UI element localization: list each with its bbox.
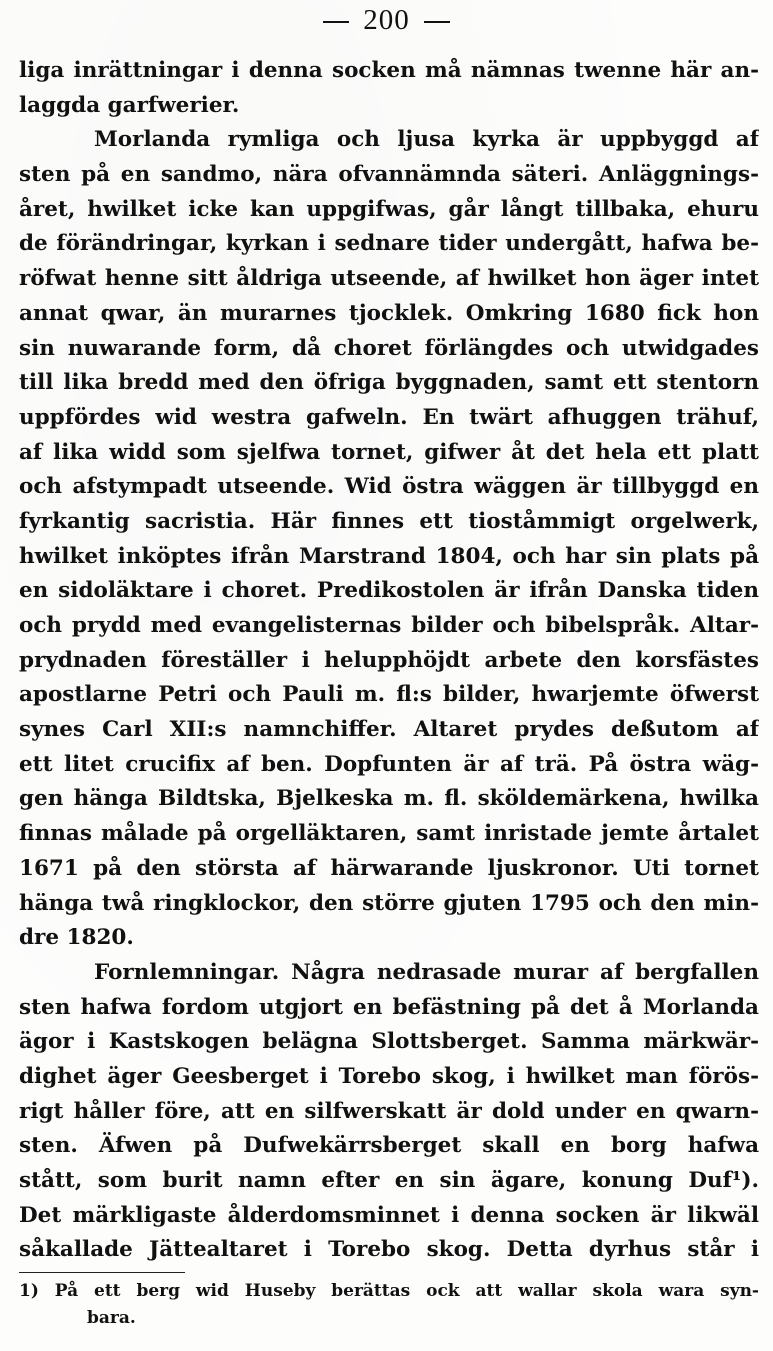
text-line: rigt håller före, att en silfwerskatt är dold under en qwarn- bbox=[19, 1098, 759, 1124]
text-line: röfwat henne sitt åldriga utseende, af hwilket hon äger intet bbox=[19, 266, 759, 292]
text-line: uppfördes wid westra gafweln. En twärt afhuggen trähuf, bbox=[19, 404, 759, 430]
text-line: sten. Äfwen på Dufwekärrsberget skall en borg hafwa bbox=[19, 1133, 759, 1159]
text-line: sten på en sandmo, nära ofvannämnda säteri. Anläggnings- bbox=[19, 162, 759, 188]
text-line: de förändringar, kyrkan i sednare tider undergått, hafwa be- bbox=[19, 231, 759, 257]
text-line: 1671 på den största af härwarande ljuskronor. Uti tornet bbox=[19, 855, 759, 881]
footnote-line: bara. bbox=[87, 1308, 136, 1328]
text-line: af lika widd som sjelfwa tornet, gifwer åt det hela ett platt bbox=[19, 439, 759, 465]
text-line: året, hwilket icke kan uppgifwas, går långt tillbaka, ehuru bbox=[19, 196, 759, 222]
text-line: hänga twå ringklockor, den större gjuten 1795 och den min- bbox=[19, 890, 759, 916]
footnote-line: 1) På ett berg wid Huseby berättas ock att wallar skola wara syn- bbox=[19, 1281, 759, 1301]
text-line: dighet äger Geesberget i Torebo skog, i hwilket man förös- bbox=[19, 1063, 759, 1089]
text-line: sten hafwa fordom utgjort en befästning på det å Morlanda bbox=[19, 994, 759, 1020]
text-line: Morlanda rymliga och ljusa kyrka är uppbyggd af bbox=[94, 127, 759, 153]
footnote bbox=[19, 1278, 759, 1332]
text-line: ett litet crucifix af ben. Dopfunten är af trä. På östra wäg- bbox=[19, 751, 759, 777]
text-line: hwilket inköptes ifrån Marstrand 1804, och har sin plats på bbox=[19, 543, 759, 569]
text-line: ägor i Kastskogen belägna Slottsberget. Samma märkwär- bbox=[19, 1029, 759, 1055]
page-number-value: 200 bbox=[363, 4, 410, 36]
text-line: finnas målade på orgelläktaren, samt inristade jemte årtalet bbox=[19, 821, 759, 847]
body-text bbox=[19, 54, 759, 1268]
text-line: apostlarne Petri och Pauli m. fl:s bilder, hwarjemte öfwerst bbox=[19, 682, 759, 708]
dash-right bbox=[424, 21, 450, 23]
text-line: och prydd med evangelisternas bilder och bibelspråk. Altar- bbox=[19, 613, 759, 638]
dash-left bbox=[323, 21, 349, 23]
footnote-divider bbox=[19, 1272, 185, 1273]
page-number bbox=[0, 4, 773, 37]
text-line: prydnaden föreställer i helupphöjdt arbete den korsfästes bbox=[19, 647, 759, 673]
text-line: dre 1820. bbox=[19, 925, 134, 951]
text-line: Fornlemningar. Några nedrasade murar af bergfallen bbox=[94, 959, 759, 985]
text-line: fyrkantig sacristia. Här finnes ett tioståmmigt orgelwerk, bbox=[19, 508, 759, 534]
text-line: Det märkligaste ålderdomsminnet i denna socken är likwäl bbox=[19, 1202, 759, 1228]
text-line: laggda garfwerier. bbox=[19, 92, 240, 118]
text-line: liga inrättningar i denna socken må nämnas twenne här an- bbox=[19, 58, 759, 83]
text-line: och afstympadt utseende. Wid östra wäggen är tillbyggd en bbox=[19, 474, 759, 500]
text-line: stått, som burit namn efter en sin ägare, konung Duf¹). bbox=[19, 1168, 759, 1193]
text-line: en sidoläktare i choret. Predikostolen är ifrån Danska tiden bbox=[19, 578, 759, 604]
text-line: till lika bredd med den öfriga byggnaden, samt ett stentorn bbox=[19, 370, 759, 396]
text-line: synes Carl XII:s namnchiffer. Altaret prydes deßutom af bbox=[19, 717, 759, 743]
text-line: såkallade Jättealtaret i Torebo skog. Detta dyrhus står i bbox=[19, 1237, 759, 1263]
text-line: annat qwar, än murarnes tjocklek. Omkring 1680 fick hon bbox=[19, 300, 759, 326]
text-line: gen hänga Bildtska, Bjelkeska m. fl. sköldemärkena, hwilka bbox=[19, 786, 759, 812]
text-line: sin nuwarande form, då choret förlängdes och utwidgades bbox=[19, 335, 759, 361]
